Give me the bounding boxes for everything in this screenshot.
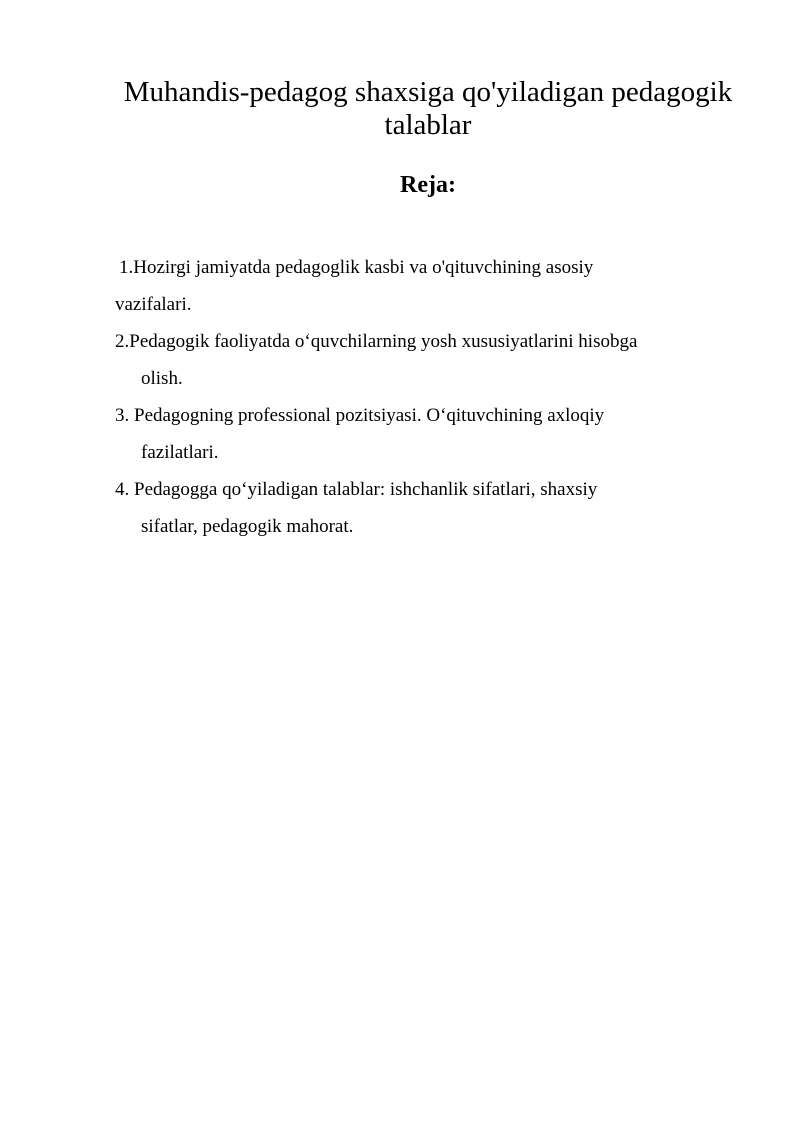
document-title: Muhandis-pedagog shaxsiga qo'yiladigan pedagogik talablar xyxy=(123,76,733,141)
plan-item-1 xyxy=(115,253,735,327)
plan-item-3 xyxy=(115,401,735,475)
plan-item-1-line-2: vazifalari. xyxy=(115,294,192,315)
plan-list xyxy=(115,253,735,549)
plan-item-2-line-1: 2.Pedagogik faoliyatda o‘quvchilarning yosh xususiyatlarini hisobga xyxy=(115,331,638,352)
plan-heading: Reja: xyxy=(400,172,456,198)
plan-item-4-line-1: 4. Pedagogga qo‘yiladigan talablar: ishchanlik sifatlari, shaxsiy xyxy=(115,479,598,500)
plan-item-2-line-2: olish. xyxy=(141,368,183,389)
plan-item-4 xyxy=(115,475,735,549)
plan-item-2 xyxy=(115,327,735,401)
plan-item-1-line-1: 1.Hozirgi jamiyatda pedagoglik kasbi va o'qituvchining asosiy xyxy=(119,257,594,278)
plan-item-4-line-2: sifatlar, pedagogik mahorat. xyxy=(141,516,354,537)
plan-item-3-line-1: 3. Pedagogning professional pozitsiyasi. O‘qituvchining axloqiy xyxy=(115,405,605,426)
plan-item-3-line-2: fazilatlari. xyxy=(141,442,219,463)
